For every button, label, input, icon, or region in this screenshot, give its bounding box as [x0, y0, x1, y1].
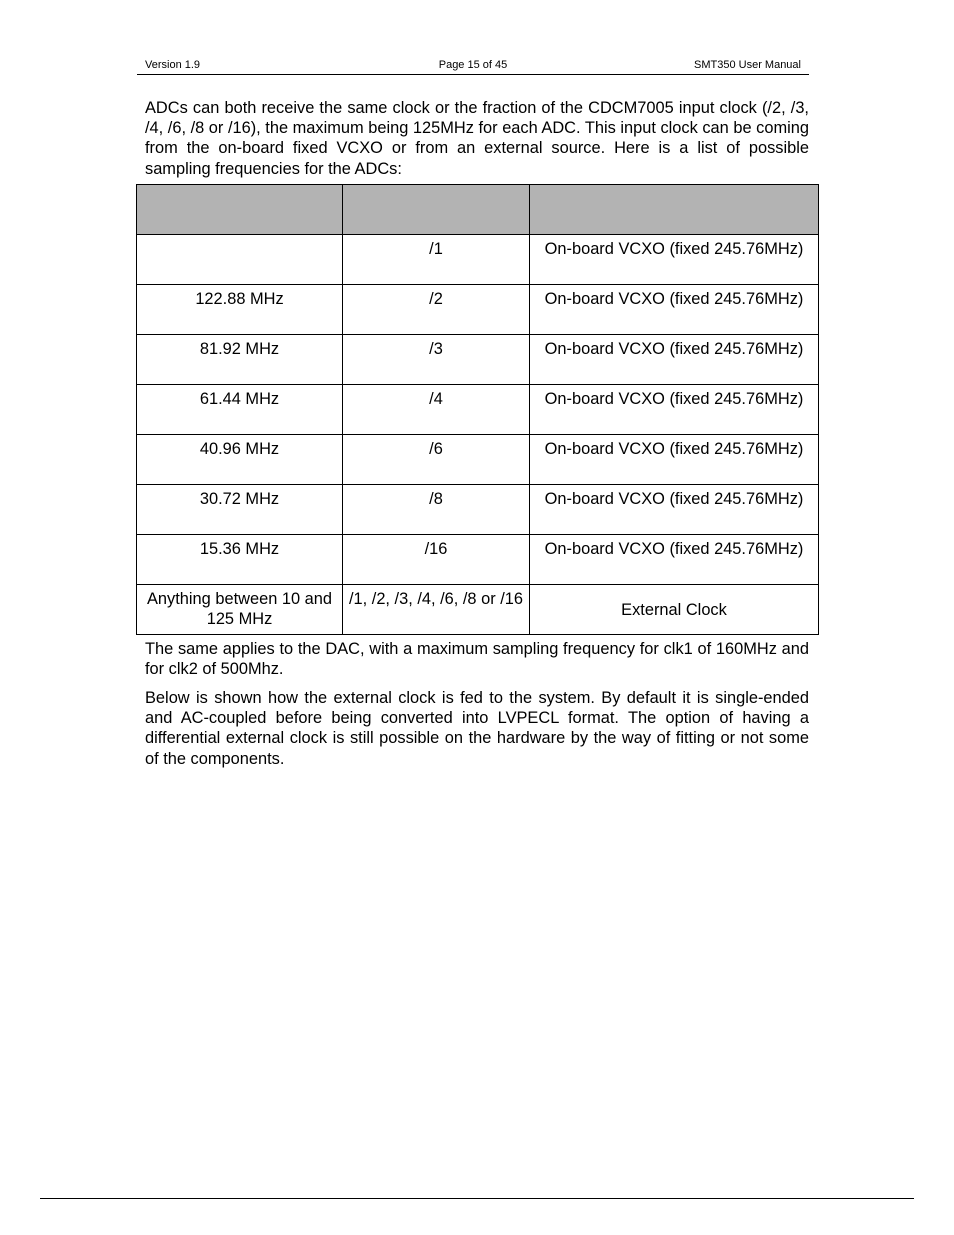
source-cell: On-board VCXO (fixed 245.76MHz) — [530, 535, 819, 585]
frequency-cell: 30.72 MHz — [137, 485, 343, 535]
source-cell: External Clock — [530, 585, 819, 635]
divider-cell: /6 — [343, 435, 530, 485]
divider-cell: /2 — [343, 285, 530, 335]
frequency-cell: Anything between 10 and 125 MHz — [137, 585, 343, 635]
intro-paragraph: ADCs can both receive the same clock or the fraction of the CDCM7005 input clock (/2, /3, /4, /6, /8 or /16), the maximum being 125MHz for each ADC. This input clock can be coming from the on-board fixed VCXO or from an external source. Here is a list of possible sampling frequencies for the ADCs: — [145, 99, 809, 178]
table-row — [137, 585, 819, 635]
divider-cell: /4 — [343, 385, 530, 435]
frequency-cell — [137, 235, 343, 285]
table-row — [137, 335, 819, 385]
header-cell-divider — [343, 185, 530, 235]
sampling-frequency-table — [136, 184, 819, 635]
frequency-cell: 81.92 MHz — [137, 335, 343, 385]
table-row — [137, 485, 819, 535]
source-cell: On-board VCXO (fixed 245.76MHz) — [530, 235, 819, 285]
source-cell: On-board VCXO (fixed 245.76MHz) — [530, 435, 819, 485]
table-row — [137, 235, 819, 285]
divider-cell: /1 — [343, 235, 530, 285]
frequency-cell: 40.96 MHz — [137, 435, 343, 485]
divider-cell: /3 — [343, 335, 530, 385]
dac-paragraph: The same applies to the DAC, with a maximum sampling frequency for clk1 of 160MHz and for clk2 of 500Mhz. — [145, 640, 809, 679]
frequency-cell: 15.36 MHz — [137, 535, 343, 585]
frequency-cell: 122.88 MHz — [137, 285, 343, 335]
table-row — [137, 435, 819, 485]
version-label: Version 1.9 — [145, 59, 201, 71]
header-cell-source — [530, 185, 819, 235]
table-header-row — [137, 185, 819, 235]
source-cell: On-board VCXO (fixed 245.76MHz) — [530, 285, 819, 335]
divider-cell: /16 — [343, 535, 530, 585]
divider-cell: /8 — [343, 485, 530, 535]
external-clock-paragraph: Below is shown how the external clock is fed to the system. By default it is single-ended and AC-coupled before being converted into LVPECL format. The option of having a differential external clock is still possible on the hardware by the way of fitting or not some of the components. — [145, 689, 809, 768]
manual-title: SMT350 User Manual — [694, 59, 801, 71]
table-row — [137, 285, 819, 335]
source-cell: On-board VCXO (fixed 245.76MHz) — [530, 385, 819, 435]
divider-cell: /1, /2, /3, /4, /6, /8 or /16 — [343, 585, 530, 635]
table-row — [137, 535, 819, 585]
footer-divider — [40, 1198, 914, 1199]
page-header — [137, 56, 809, 75]
page-number: Page 15 of 45 — [438, 59, 508, 71]
frequency-cell: 61.44 MHz — [137, 385, 343, 435]
header-cell-frequency — [137, 185, 343, 235]
source-cell: On-board VCXO (fixed 245.76MHz) — [530, 485, 819, 535]
source-cell: On-board VCXO (fixed 245.76MHz) — [530, 335, 819, 385]
table-row — [137, 385, 819, 435]
